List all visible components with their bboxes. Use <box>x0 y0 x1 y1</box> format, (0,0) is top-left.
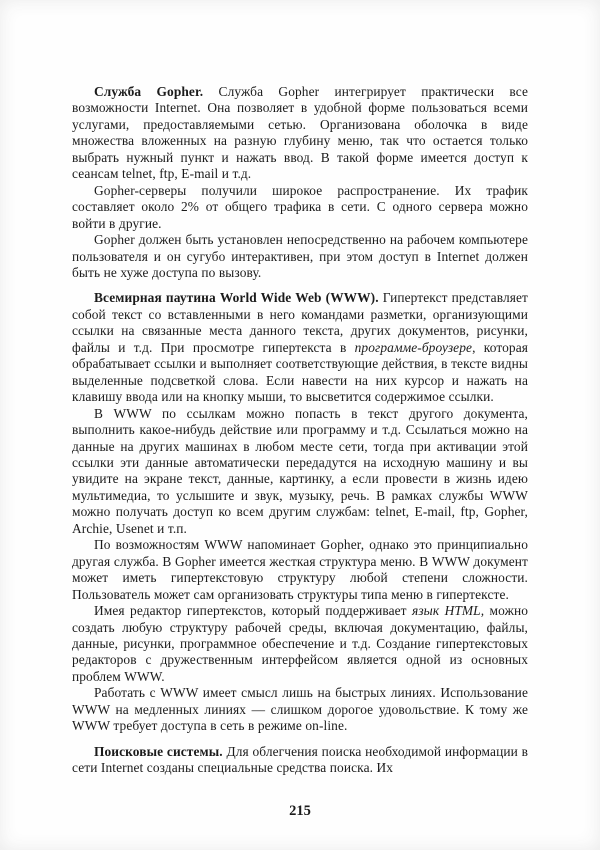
run-bold: Служба Gopher. <box>94 84 204 99</box>
para-html-editor <box>72 603 528 685</box>
run-text: Для облегчения поиска необходимой информации в сети Internet созданы специальные средства поиска. Их <box>72 743 529 776</box>
run-text: В WWW по ссылкам можно попасть в текст другого документа, выполнить какое-нибудь действие или программу и т.д. Ссылаться можно на данные на других машинах в любом месте сети, тогда при активации этой ссылки эти данные автоматически передадутся на исходную машину и вы увидите на экране текст, данные, картинку, а если провести в жизнь идею мультимедиа, то услышите и звук, музыку, речь. В рамках службы WWW можно получать доступ ко всем другим службам: telnet, E-mail, ftp, Gopher, Archie, Usenet и т.п. <box>72 405 528 536</box>
para-search-systems <box>72 744 528 777</box>
run-text: Gopher-серверы получили широкое распространение. Их трафик составляет около 2% от общего трафика в сети. С одного сервера можно войти в другие. <box>72 182 528 231</box>
run-text: Работать с WWW имеет смысл лишь на быстрых линиях. Использование WWW на медленных линиях — слишком дорогое удовольствие. К тому же WWW требует доступа в сеть в режиме on-line. <box>72 685 528 734</box>
para-gopher-servers <box>72 183 528 232</box>
run-italic: язык HTML, <box>412 603 485 619</box>
run-italic: программе-броузере <box>354 339 473 355</box>
para-www-hypertext <box>72 290 528 405</box>
para-www-vs-gopher <box>72 537 528 603</box>
run-text: , которая обрабатывает ссылки и выполняет соответствующие действия, в тексте видны выделенные подсветкой слова. Если навести на них курсор и нажать на клавишу ввода или на кнопку мыши, то высветится содержимое ссылки. <box>72 339 528 405</box>
run-text: Имея редактор гипертекстов, который поддерживает <box>94 603 413 619</box>
para-www-links <box>72 406 528 538</box>
run-text: Служба Gopher интегрирует практически все возможности Internet. Она позволяет в удобной форме пользоваться всеми услугами, предоставляемыми сетью. Организована оболочка в виде множества вложенных на разную глубину меню, так что остается только выбрать нужный пункт и нажать ввод. В такой форме имеется доступ к сеансам telnet, ftp, E-mail и т.д. <box>72 84 528 182</box>
para-www-lines <box>72 685 528 734</box>
run-text: По возможностям WWW напоминает Gopher, однако это принципиально другая служба. В Gopher имеется жесткая структура меню. В WWW документ может иметь гипертекстовую структуру любой степени сложности. Пользователь может сам организовать структуры типа меню в гипертексте. <box>72 537 528 602</box>
page-number: 215 <box>289 803 311 819</box>
run-text: можно создать любую структуру рабочей среды, включая документацию, файлы, данные, рисунки, программное обеспечение и т.д. Создание гипертекстовых редакторов с дружественным интерфейсом является одной из основных проблем WWW. <box>72 603 529 684</box>
para-gopher-service <box>72 84 528 183</box>
page-body <box>72 84 528 777</box>
para-gopher-install <box>72 232 528 281</box>
run-text: Гипертекст представляет собой текст со вставленными в него командами разметки, организующими ссылки на связанные места данного текста, других документов, рисунки, файлы и т.д. При просмотре гипертекста в <box>72 290 528 355</box>
run-bold: Поисковые системы. <box>94 743 223 759</box>
run-text: Gopher должен быть установлен непосредственно на рабочем компьютере пользователя и он сугубо интерактивен, при этом доступ в Internet должен быть не хуже доступа по вызову. <box>72 232 528 280</box>
run-bold: Всемирная паутина World Wide Web (WWW). <box>94 290 379 306</box>
